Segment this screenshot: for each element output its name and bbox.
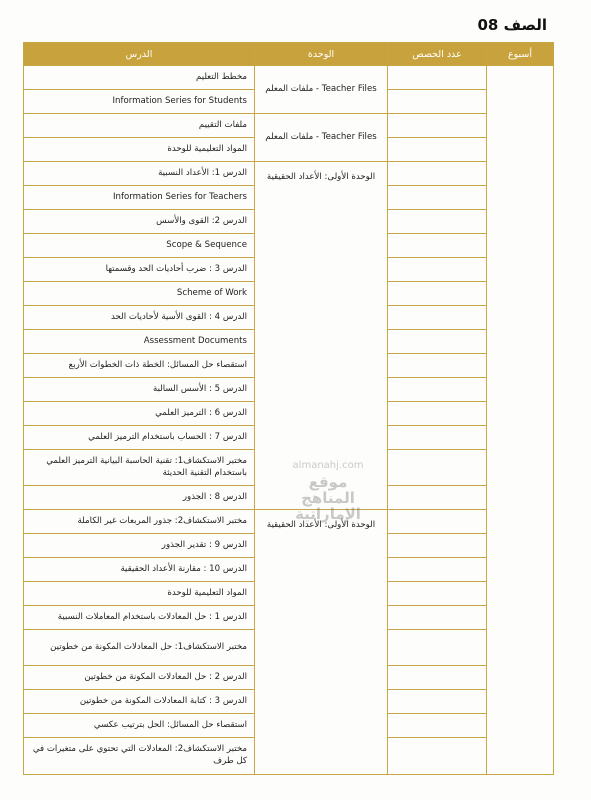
lesson-cell xyxy=(24,138,255,162)
lesson-cell xyxy=(24,606,255,630)
periods-cell[interactable] xyxy=(388,714,487,738)
curriculum-table-container xyxy=(23,42,553,773)
lesson-cell xyxy=(24,306,255,330)
periods-cell[interactable] xyxy=(388,666,487,690)
lesson-cell xyxy=(24,738,255,775)
periods-cell[interactable] xyxy=(388,630,487,666)
lesson-label: الدرس 8 : الجذور xyxy=(182,491,247,502)
grade-title: الصف 08 xyxy=(477,16,547,34)
periods-cell[interactable] xyxy=(388,402,487,426)
periods-cell[interactable] xyxy=(388,234,487,258)
lesson-cell xyxy=(24,66,255,90)
lesson-label: استقصاء حل المسائل: الخطة ذات الخطوات الأربع xyxy=(68,359,247,370)
lesson-label: الدرس 3 : ضرب أحاديات الحد وقسمتها xyxy=(105,263,247,274)
header-unit: الوحدة xyxy=(255,43,388,66)
periods-cell[interactable] xyxy=(388,258,487,282)
header-lesson: الدرس xyxy=(24,43,255,66)
lesson-cell xyxy=(24,486,255,510)
lesson-cell xyxy=(24,378,255,402)
lesson-label: الدرس 3 : كتابة المعادلات المكونة من خطوتين xyxy=(79,695,247,706)
lesson-label: الدرس 4 : القوى الأسية لأحاديات الحد xyxy=(111,311,247,322)
periods-cell[interactable] xyxy=(388,114,487,138)
table-row xyxy=(24,114,554,138)
lesson-cell xyxy=(24,330,255,354)
lesson-label: مختبر الاستكشاف1: تقنية الحاسبة البيانية الترميز العلمي باستخدام التقنية الحديثة xyxy=(46,455,247,478)
header-week: أسبوع xyxy=(487,43,554,66)
periods-cell[interactable] xyxy=(388,330,487,354)
lesson-label: ملفات التقييم xyxy=(198,119,247,130)
lesson-cell xyxy=(24,558,255,582)
lesson-label: Assessment Documents xyxy=(143,335,247,346)
lesson-label: مخطط التعليم xyxy=(196,71,247,82)
curriculum-table xyxy=(23,42,554,775)
periods-cell[interactable] xyxy=(388,186,487,210)
lesson-label: الدرس 1 : حل المعادلات باستخدام المعاملات النسبية xyxy=(57,611,247,622)
week-cell[interactable] xyxy=(487,66,554,775)
lesson-cell xyxy=(24,210,255,234)
lesson-cell xyxy=(24,714,255,738)
lesson-label: استقصاء حل المسائل: الحل بترتيب عكسي xyxy=(93,719,247,730)
lesson-label: Information Series for Students xyxy=(112,95,247,106)
periods-cell[interactable] xyxy=(388,450,487,486)
unit-label: Teacher Files - ملفات المعلم xyxy=(265,84,377,95)
lesson-cell xyxy=(24,534,255,558)
periods-cell[interactable] xyxy=(388,138,487,162)
lesson-label: مختبر الاستكشاف1: حل المعادلات المكونة من خطوتين xyxy=(50,641,247,652)
periods-cell[interactable] xyxy=(388,690,487,714)
lesson-label: الدرس 1: الأعداد النسبية xyxy=(158,167,247,178)
header-periods: عدد الحصص xyxy=(388,43,487,66)
lesson-label: Scope & Sequence xyxy=(166,239,247,250)
lesson-cell xyxy=(24,690,255,714)
lesson-label: الدرس 5 : الأسس السالبة xyxy=(152,383,247,394)
lesson-cell xyxy=(24,450,255,486)
lesson-cell xyxy=(24,234,255,258)
periods-cell[interactable] xyxy=(388,510,487,534)
unit-label: الوحدة الأولى: الأعداد الحقيقية xyxy=(266,172,376,182)
periods-cell[interactable] xyxy=(388,534,487,558)
lesson-label: الدرس 2 : حل المعادلات المكونة من خطوتين xyxy=(84,671,247,682)
watermark-line2: المناهج الإماراتية xyxy=(295,488,361,523)
lesson-label: المواد التعليمية للوحدة xyxy=(167,587,247,598)
lesson-cell xyxy=(24,510,255,534)
lesson-label: الدرس 7 : الحساب باستخدام الترميز العلمي xyxy=(88,431,247,442)
lesson-cell xyxy=(24,666,255,690)
periods-cell[interactable] xyxy=(388,162,487,186)
lesson-label: مختبر الاستكشاف2: المعادلات التي تحتوي على متغيرات في كل طرف xyxy=(32,744,247,766)
lesson-label: Scheme of Work xyxy=(176,287,247,298)
unit-cell xyxy=(255,162,388,510)
table-header-row xyxy=(24,43,554,66)
periods-cell[interactable] xyxy=(388,210,487,234)
table-row xyxy=(24,510,554,534)
unit-cell xyxy=(255,510,388,775)
periods-cell[interactable] xyxy=(388,582,487,606)
unit-cell xyxy=(255,114,388,162)
lesson-cell xyxy=(24,354,255,378)
periods-cell[interactable] xyxy=(388,66,487,90)
periods-cell[interactable] xyxy=(388,354,487,378)
periods-cell[interactable] xyxy=(388,426,487,450)
lesson-cell xyxy=(24,630,255,666)
lesson-label: الدرس 2: القوى والأسس xyxy=(156,215,247,226)
lesson-cell xyxy=(24,162,255,186)
periods-cell[interactable] xyxy=(388,606,487,630)
lesson-label: الدرس 10 : مقارنة الأعداد الحقيقية xyxy=(120,563,247,574)
unit-cell xyxy=(255,66,388,114)
periods-cell[interactable] xyxy=(388,738,487,775)
periods-cell[interactable] xyxy=(388,558,487,582)
watermark-site: almanahj.com xyxy=(292,460,364,471)
lesson-cell xyxy=(24,426,255,450)
lesson-cell xyxy=(24,114,255,138)
lesson-label: المواد التعليمية للوحدة xyxy=(167,143,247,154)
periods-cell[interactable] xyxy=(388,486,487,510)
watermark-line1: موقع xyxy=(308,473,348,491)
lesson-label: Information Series for Teachers xyxy=(113,191,247,202)
table-row xyxy=(24,66,554,90)
lesson-cell xyxy=(24,90,255,114)
unit-label: Teacher Files - ملفات المعلم xyxy=(265,132,377,143)
unit-label: الوحدة الأولى: الأعداد الحقيقية xyxy=(266,520,376,530)
periods-cell[interactable] xyxy=(388,90,487,114)
lesson-cell xyxy=(24,582,255,606)
lesson-cell xyxy=(24,258,255,282)
lesson-label: مختبر الاستكشاف2: جذور المربعات غير الكاملة xyxy=(77,515,247,526)
lesson-cell xyxy=(24,186,255,210)
lesson-cell xyxy=(24,282,255,306)
table-row xyxy=(24,162,554,186)
periods-cell[interactable] xyxy=(388,378,487,402)
lesson-label: الدرس 6 : الترميز العلمي xyxy=(155,407,247,418)
lesson-label: الدرس 9 : تقدير الجذور xyxy=(161,539,247,550)
periods-cell[interactable] xyxy=(388,282,487,306)
lesson-cell xyxy=(24,402,255,426)
periods-cell[interactable] xyxy=(388,306,487,330)
